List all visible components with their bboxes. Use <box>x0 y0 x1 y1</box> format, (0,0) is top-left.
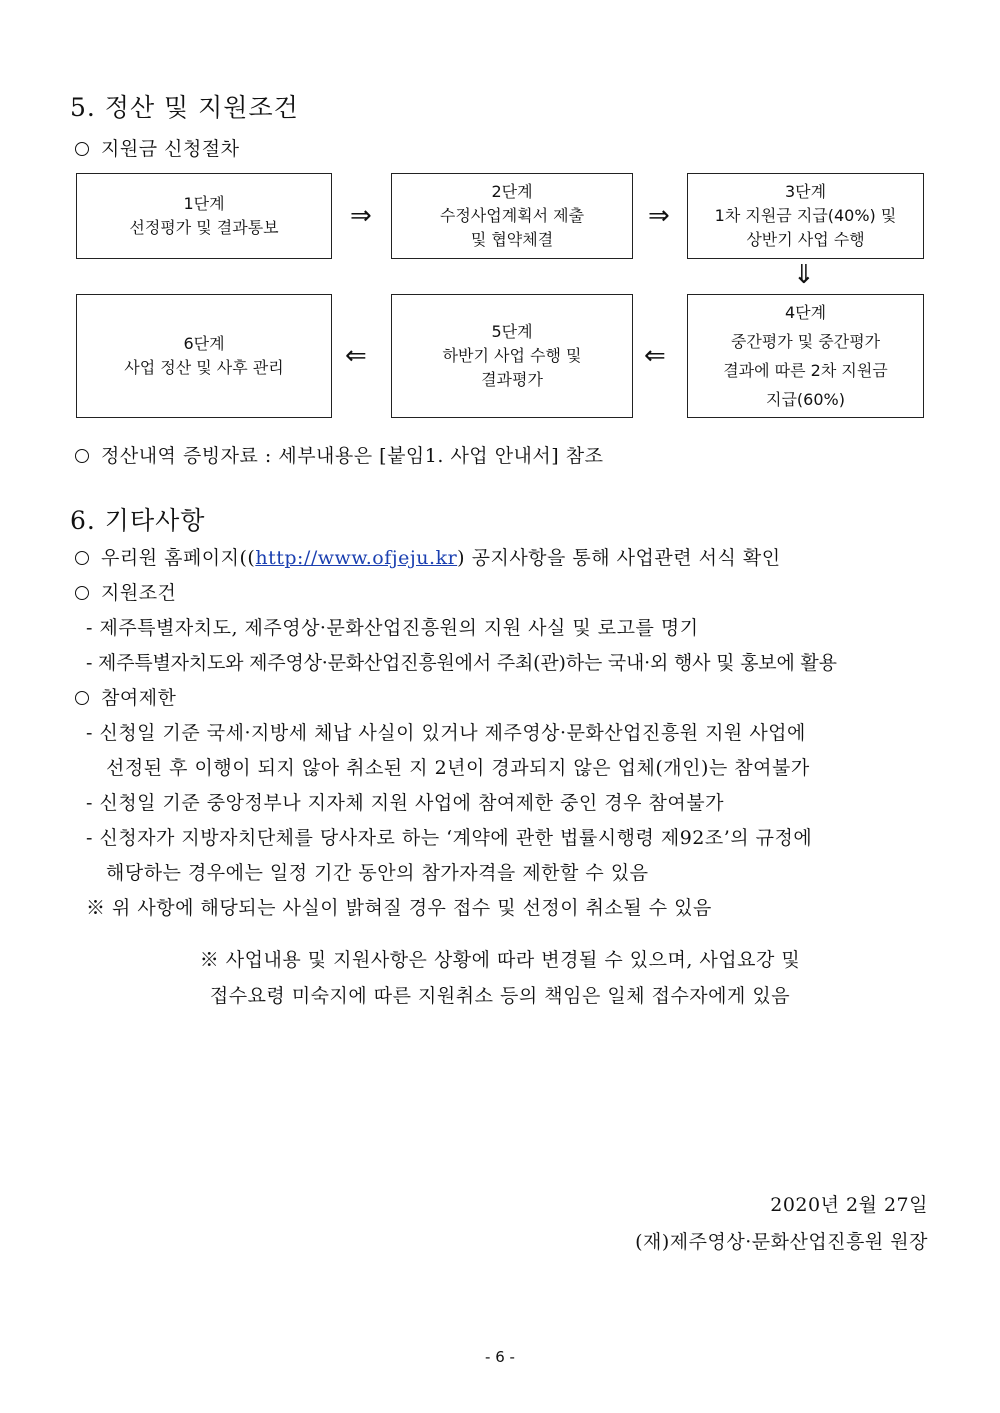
stage-text: 결과평가 <box>481 370 543 389</box>
stage-text: 선정평가 및 결과통보 <box>129 218 279 237</box>
bullet-circle-icon <box>75 551 89 565</box>
stage-text: 상반기 사업 수행 <box>746 230 865 249</box>
restriction-line: - 신청일 기준 국세·지방세 체납 사실이 있거나 제주영상·문화산업진흥원 지원 사업에 <box>86 722 806 744</box>
stage-box-1 <box>76 173 332 259</box>
homepage-link[interactable]: http://www.ofjeju.kr <box>255 547 458 569</box>
notice-line: ※ 사업내용 및 지원사항은 상황에 따라 변경될 수 있으며, 사업요강 및 <box>199 949 801 971</box>
page-number: - 6 - <box>485 1348 515 1366</box>
stage-text: 1차 지원금 지급(40%) 및 <box>714 206 897 225</box>
down-arrow-icon: ⇓ <box>793 260 815 290</box>
left-arrow-icon: ⇐ <box>644 341 666 371</box>
restriction-line: - 신청자가 지방자치단체를 당사자로 하는 ‘계약에 관한 법률시행령 제92조’의 규정에 <box>86 827 813 849</box>
evidence-note: 정산내역 증빙자료 : 세부내용은 [붙임1. 사업 안내서] 참조 <box>75 441 603 468</box>
stage-box-2 <box>391 173 633 259</box>
homepage-line: 우리원 홈페이지((http://www.ofjeju.kr) 공지사항을 통해 사업관련 서식 확인 <box>75 543 781 570</box>
stage-box-5 <box>391 294 633 418</box>
bullet-circle-icon <box>75 142 89 156</box>
right-arrow-icon: ⇒ <box>350 201 372 231</box>
stage-label: 3단계 <box>784 182 827 201</box>
stage-box-4 <box>687 294 924 418</box>
support-item: - 제주특별자치도와 제주영상·문화산업진흥원에서 주최(관)하는 국내·외 행사 및 홍보에 활용 <box>86 652 837 674</box>
stage-label: 2단계 <box>491 182 533 201</box>
restriction-line: 선정된 후 이행이 되지 않아 취소된 지 2년이 경과되지 않은 업체(개인)는 참여불가 <box>106 757 810 779</box>
support-heading: 지원조건 <box>75 578 176 605</box>
stage-text: 하반기 사업 수행 및 <box>442 346 582 365</box>
right-arrow-icon: ⇒ <box>648 201 670 231</box>
stage-label: 4단계 <box>784 303 827 322</box>
stage-box-3 <box>687 173 924 259</box>
warning-note: ※ 위 사항에 해당되는 사실이 밝혀질 경우 접수 및 선정이 취소될 수 있음 <box>86 897 712 919</box>
stage-text: 중간평가 및 중간평가 <box>730 332 881 351</box>
issuer: (재)제주영상·문화산업진흥원 원장 <box>635 1231 928 1253</box>
document-date: 2020년 2월 27일 <box>770 1194 928 1216</box>
restriction-heading: 참여제한 <box>75 683 176 710</box>
bullet-circle-icon <box>75 449 89 463</box>
stage-text: 사업 정산 및 사후 관리 <box>124 358 284 377</box>
stage-text: 지급(60%) <box>766 390 845 409</box>
stage-text: 및 협약체결 <box>470 230 554 249</box>
stage-text: 수정사업계획서 제출 <box>439 206 585 225</box>
stage-label: 5단계 <box>491 322 533 341</box>
stage-label: 6단계 <box>183 334 225 353</box>
bullet-circle-icon <box>75 691 89 705</box>
section6-title: 6. 기타사항 <box>70 506 206 535</box>
restriction-line: 해당하는 경우에는 일정 기간 동안의 참가자격을 제한할 수 있음 <box>106 862 649 884</box>
procedure-heading: 지원금 신청절차 <box>75 134 240 161</box>
support-item: - 제주특별자치도, 제주영상·문화산업진흥원의 지원 사실 및 로고를 명기 <box>86 617 699 639</box>
stage-label: 1단계 <box>183 194 225 213</box>
restriction-line: - 신청일 기준 중앙정부나 지자체 지원 사업에 참여제한 중인 경우 참여불가 <box>86 792 724 814</box>
bullet-circle-icon <box>75 586 89 600</box>
stage-box-6 <box>76 294 332 418</box>
notice-line: 접수요령 미숙지에 따른 지원취소 등의 책임은 일체 접수자에게 있음 <box>209 985 791 1007</box>
left-arrow-icon: ⇐ <box>345 341 367 371</box>
stage-text: 결과에 따른 2차 지원금 <box>723 361 888 380</box>
section5-title: 5. 정산 및 지원조건 <box>70 93 299 122</box>
